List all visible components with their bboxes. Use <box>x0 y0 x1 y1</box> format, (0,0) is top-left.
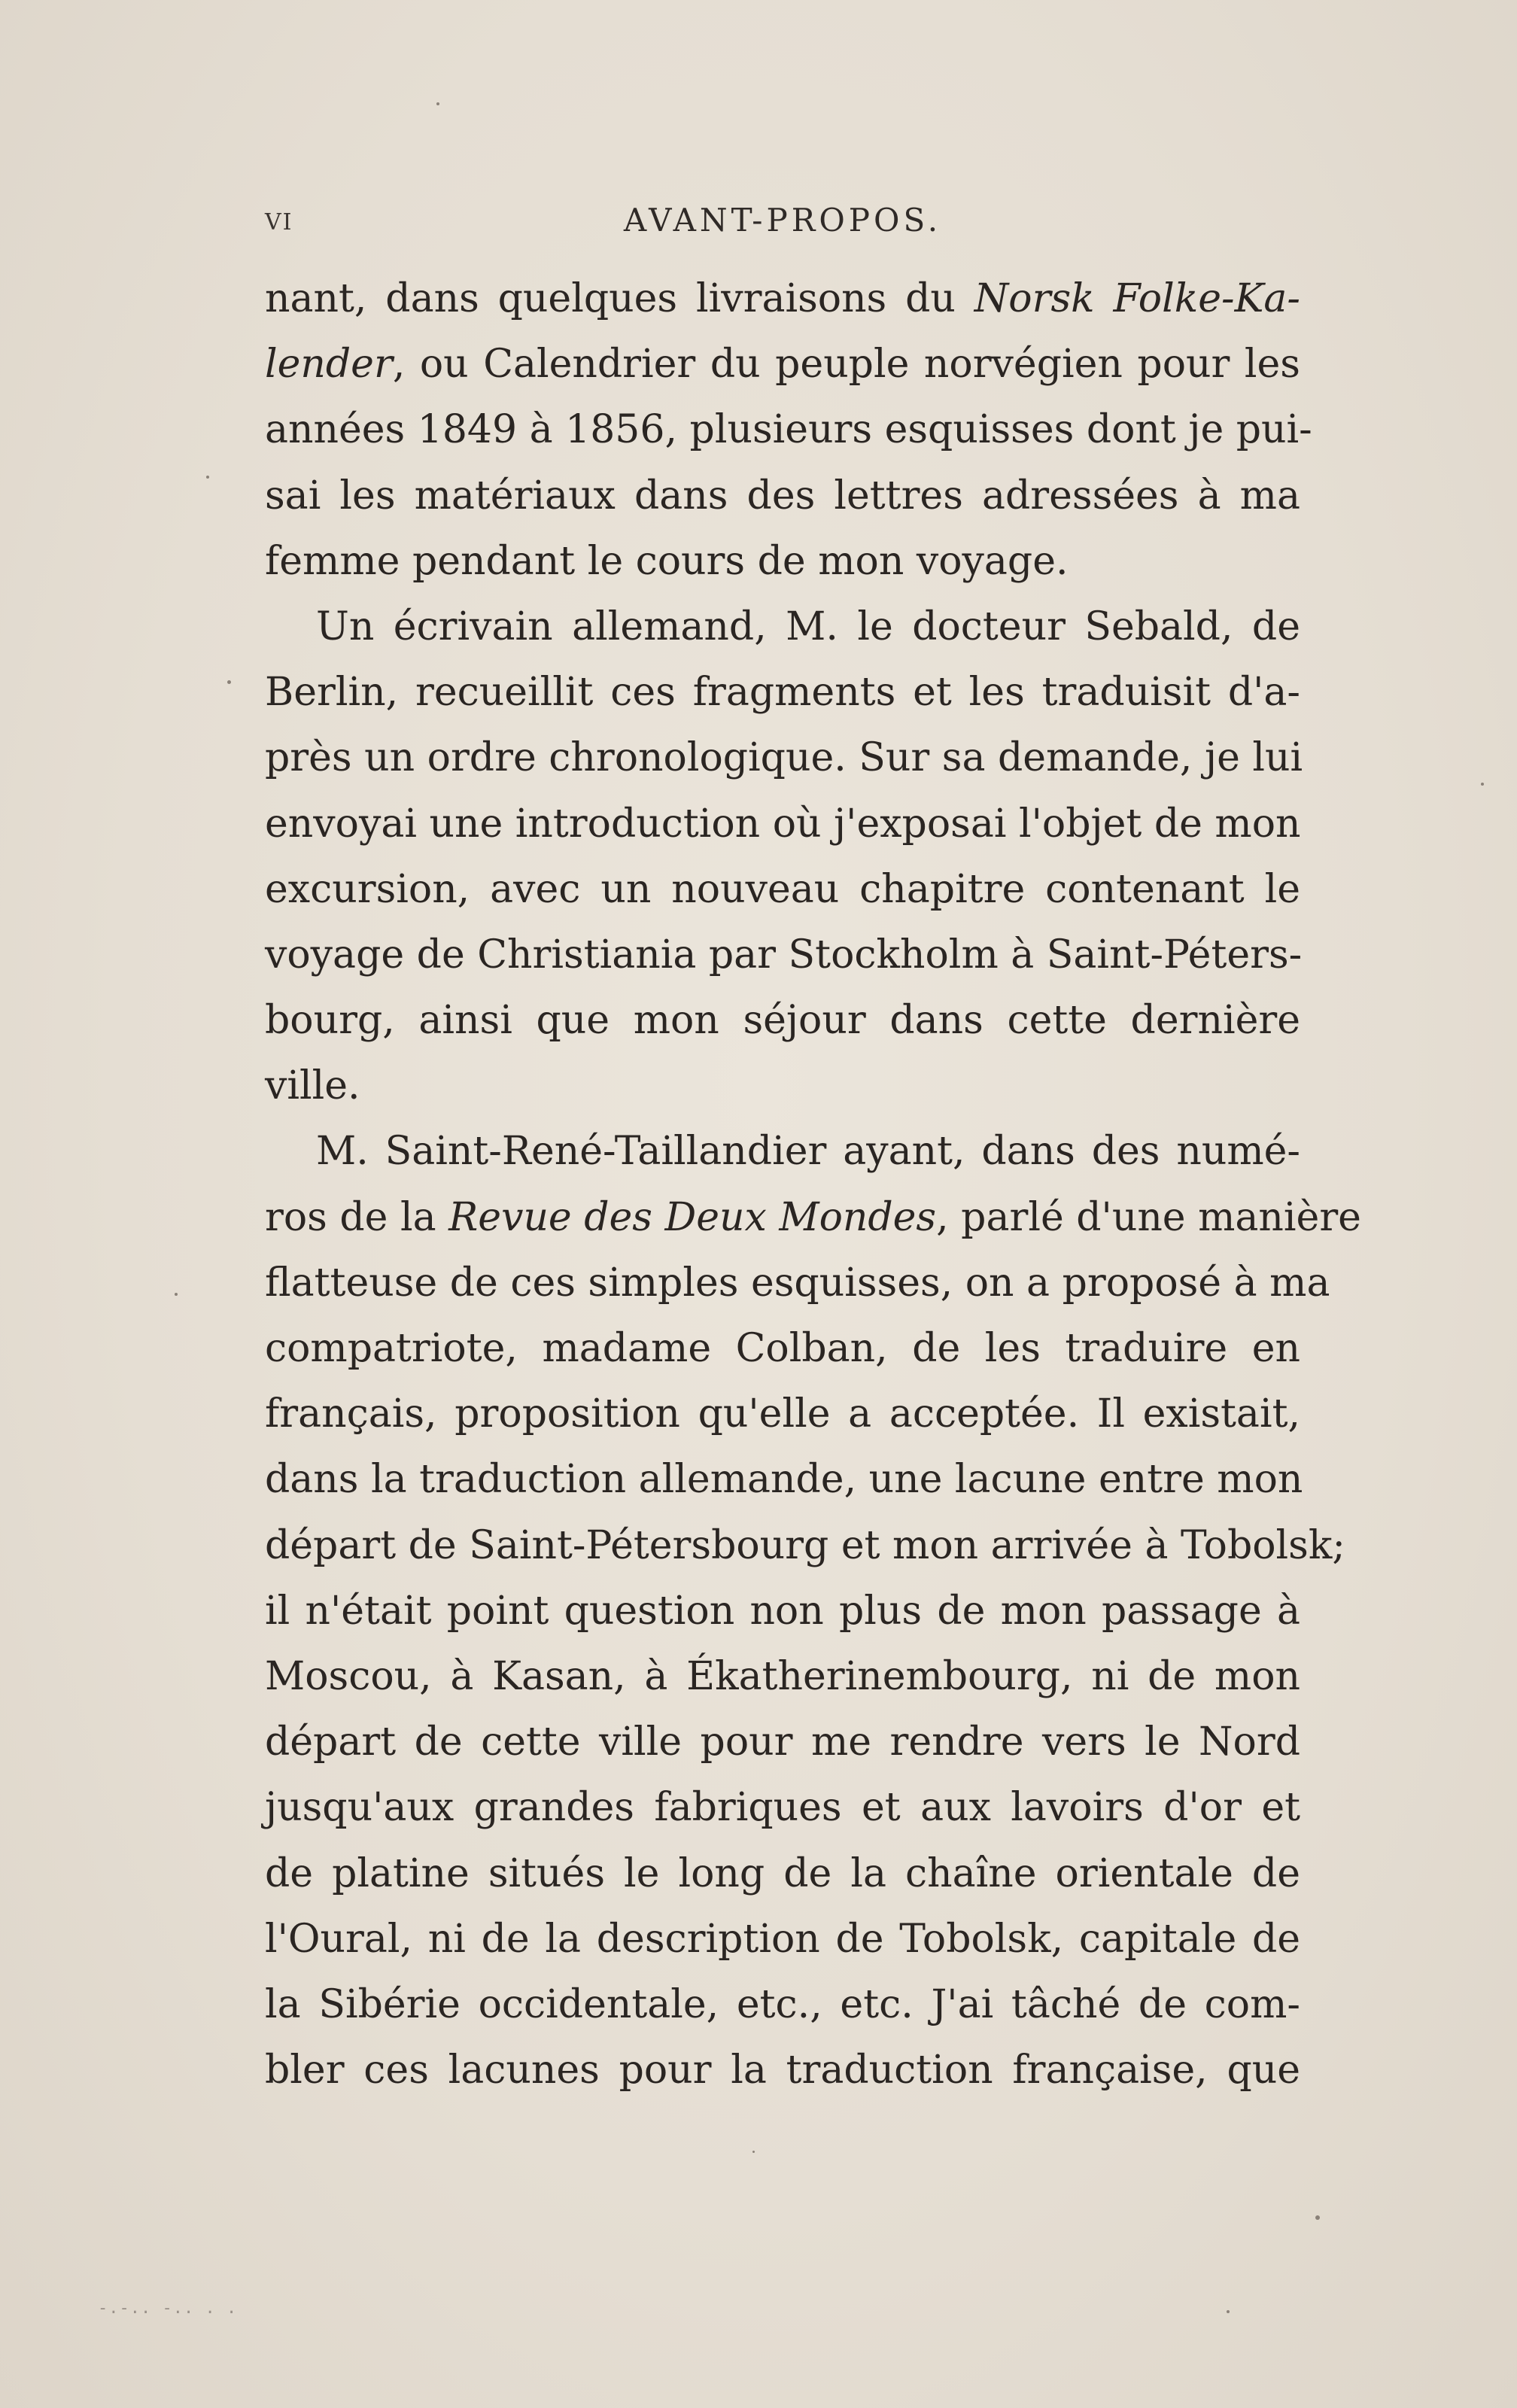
page-header <box>265 202 1300 244</box>
text-line: de platine situés le long de la chaîne orientale de <box>265 1850 1300 1896</box>
text-line: envoyai une introduction où j'exposai l'objet de mon <box>265 801 1301 847</box>
text-line: années 1849 à 1856, plusieurs esquisses dont je pui- <box>265 407 1312 453</box>
text-line: Un écrivain allemand, M. le docteur Sebald, de <box>316 604 1300 649</box>
text-line: l'Oural, ni de la description de Tobolsk, capitale de <box>265 1916 1300 1962</box>
text-line: excursion, avec un nouveau chapitre contenant le <box>265 866 1300 912</box>
paper-speck <box>227 680 231 684</box>
text-line: Berlin, recueillit ces fragments et les traduisit d'a- <box>265 670 1300 716</box>
text-line: flatteuse de ces simples esquisses, on a proposé à ma <box>265 1260 1330 1306</box>
text-line: voyage de Christiania par Stockholm à Saint-Péters- <box>265 932 1303 977</box>
text-line: femme pendant le cours de mon voyage. <box>265 538 1069 584</box>
text-line: bourg, ainsi que mon séjour dans cette dernière <box>265 998 1300 1044</box>
paper-speck <box>1481 783 1484 786</box>
paper-speck <box>1315 2215 1320 2220</box>
text-line: jusqu'aux grandes fabriques et aux lavoirs d'or et <box>265 1785 1300 1831</box>
text-line: Moscou, à Kasan, à Ékatherinembourg, ni de mon <box>265 1653 1300 1699</box>
page-number: VI <box>265 209 293 236</box>
text-line: ros de la Revue des Deux Mondes, parlé d'une manière <box>265 1194 1361 1240</box>
text-line: ville. <box>265 1063 360 1109</box>
text-line: M. Saint-René-Taillandier ayant, dans des numé- <box>316 1129 1300 1175</box>
paper-speck <box>175 1293 178 1296</box>
body-text <box>265 266 1361 2103</box>
text-line: lender, ou Calendrier du peuple norvégien pour les <box>265 342 1300 388</box>
paper-speck <box>752 2151 755 2153</box>
footer-mark: -.-.. -.. . . <box>98 2299 238 2318</box>
paper-speck <box>206 476 209 479</box>
text-line: français, proposition qu'elle a acceptée. Il existait, <box>265 1391 1300 1437</box>
text-line: nant, dans quelques livraisons du Norsk Folke-Ka- <box>265 276 1300 321</box>
text-line: bler ces lacunes pour la traduction française, que <box>265 2048 1300 2093</box>
text-line: départ de cette ville pour me rendre vers le Nord <box>265 1719 1300 1765</box>
text-line: il n'était point question non plus de mon passage à <box>265 1588 1300 1634</box>
text-line: dans la traduction allemande, une lacune entre mon <box>265 1457 1303 1503</box>
text-line: départ de Saint-Pétersbourg et mon arrivée à Tobolsk; <box>265 1522 1345 1568</box>
running-head: AVANT-PROPOS. <box>623 202 942 239</box>
paper-speck <box>1227 2310 1230 2313</box>
text-line: sai les matériaux dans des lettres adressées à ma <box>265 473 1300 518</box>
paper-speck <box>436 102 439 105</box>
text-line: compatriote, madame Colban, de les traduire en <box>265 1326 1300 1371</box>
text-line: la Sibérie occidentale, etc., etc. J'ai tâché de com- <box>265 1981 1300 2027</box>
text-line: près un ordre chronologique. Sur sa demande, je lui <box>265 735 1303 781</box>
